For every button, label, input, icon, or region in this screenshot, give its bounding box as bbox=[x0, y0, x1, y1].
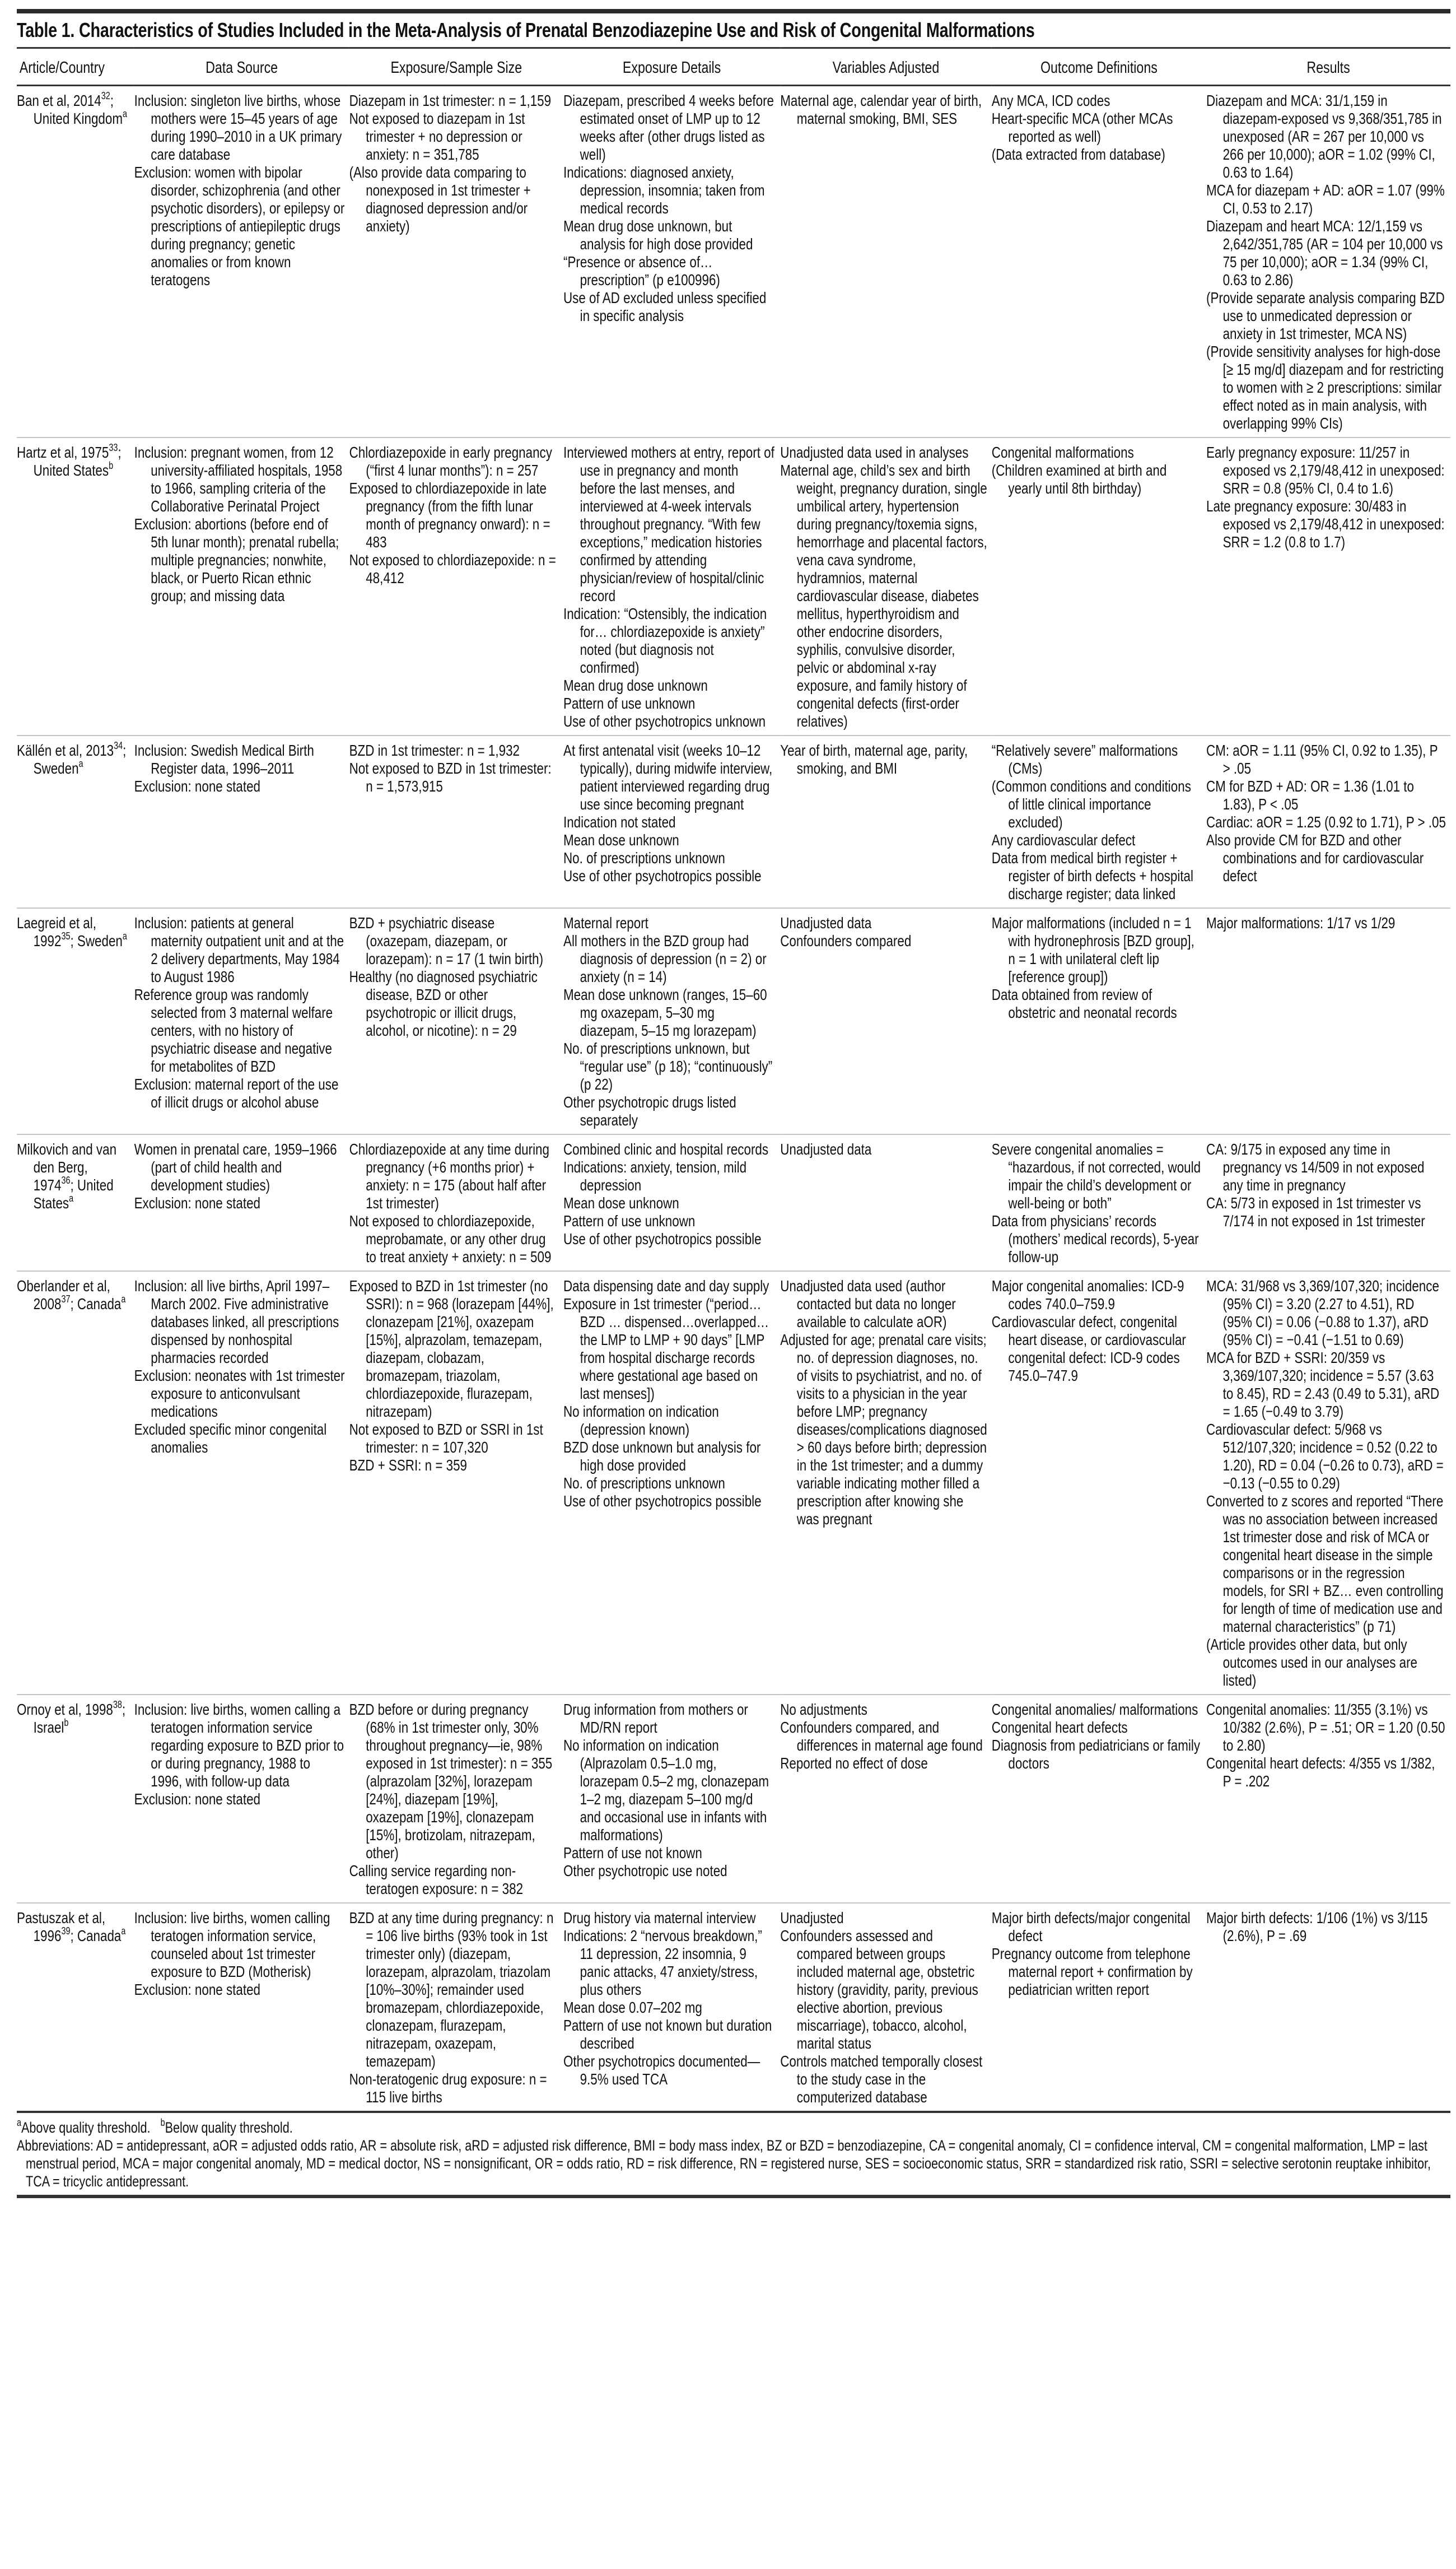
cell-entry: Pattern of use not known bbox=[563, 1844, 702, 1861]
quality-footnote bbox=[17, 2119, 1450, 2137]
outcome-definitions-cell bbox=[992, 438, 1206, 736]
column-header-results: Results bbox=[1306, 59, 1350, 77]
citation-separator: ; bbox=[70, 1176, 74, 1194]
data-source-cell bbox=[134, 438, 349, 736]
variables-adjusted-cell bbox=[780, 1903, 992, 2111]
cell-entry: Unadjusted data used (author contacted but data no longer available to calculate aOR) bbox=[780, 1277, 956, 1330]
reference-number: 32 bbox=[101, 90, 110, 101]
cell-entry: Indications: anxiety, tension, mild depression bbox=[563, 1158, 747, 1194]
reference-number: 36 bbox=[61, 1175, 71, 1186]
exposure-details-cell bbox=[563, 1903, 780, 2111]
article-citation bbox=[17, 444, 130, 480]
cell-entry: No adjustments bbox=[780, 1701, 867, 1718]
quality-flag: a bbox=[122, 108, 127, 119]
cell-entry: Chlordiazepoxide in early pregnancy (“first 4 lunar months”): n = 257 bbox=[349, 444, 552, 479]
cell-entry: Cardiovascular defect, congenital heart disease, or cardiovascular congenital defect: ICD-9 codes 745.0–747.9 bbox=[991, 1313, 1186, 1384]
table-row bbox=[17, 86, 1450, 438]
variables-adjusted-cell bbox=[780, 1134, 992, 1271]
table-row bbox=[17, 908, 1450, 1134]
cell-entry: Not exposed to chlordiazepoxide, meprobamate, or any other drug to treat anxiety + anxiety: n = 509 bbox=[349, 1212, 552, 1265]
cell-entry: Maternal report bbox=[563, 914, 648, 932]
reference-number: 39 bbox=[61, 1925, 71, 1937]
cell-entry: Exclusion: none stated bbox=[134, 1790, 260, 1808]
article-country: United States bbox=[33, 462, 109, 479]
cell-entry: Confounders assessed and compared between groups included maternal age, obstetric history (gravidity, parity, previous elective abortion, previous miscarriage), tobacco, alcohol, marital status bbox=[780, 1927, 978, 2052]
cell-entry: No information on indication (depression known) bbox=[563, 1403, 719, 1438]
quality-flag: a bbox=[122, 930, 127, 942]
exposure-details-cell bbox=[563, 736, 780, 908]
article-country-cell bbox=[17, 1695, 134, 1903]
exposure-details-cell bbox=[563, 1695, 780, 1903]
outcome-definitions-cell bbox=[992, 1695, 1206, 1903]
cell-entry: BZD in 1st trimester: n = 1,932 bbox=[349, 742, 520, 759]
cell-entry: Excluded specific minor congenital anomalies bbox=[134, 1421, 327, 1456]
cell-entry: Calling service regarding non-teratogen exposure: n = 382 bbox=[349, 1862, 524, 1897]
column-header-exposure-details: Exposure Details bbox=[622, 59, 721, 77]
article-citation bbox=[17, 1701, 130, 1737]
results-cell bbox=[1206, 1695, 1450, 1903]
cell-entry: Adjusted for age; prenatal care visits; no. of depression diagnoses, no. of visits to psychiatrist, and no. of visits to a physician in the year before LMP; pregnancy diseases/complications diagnosed > 60 days before birth; depression in the 1st trimester; and a dummy variable indicating mother filled a prescription after knowing she was pregnant bbox=[780, 1331, 987, 1528]
exposure-cell bbox=[349, 908, 563, 1134]
cell-entry: Inclusion: all live births, April 1997–March 2002. Five administrative databases linked, all prescriptions dispensed by nonhospital pharmacies recorded bbox=[134, 1277, 339, 1366]
table-row bbox=[17, 1134, 1450, 1271]
cell-entry: Other psychotropic drugs listed separately bbox=[563, 1093, 736, 1129]
cell-entry: Indications: diagnosed anxiety, depression, insomnia; taken from medical records bbox=[563, 164, 765, 217]
data-source-cell bbox=[134, 86, 349, 438]
article-citation bbox=[17, 914, 130, 950]
quality-flag: a bbox=[121, 1293, 126, 1305]
variables-adjusted-cell bbox=[780, 86, 992, 438]
cell-entry: Mean dose unknown bbox=[563, 1194, 679, 1212]
cell-entry: No. of prescriptions unknown bbox=[563, 1474, 725, 1492]
cell-entry: Exposure in 1st trimester (“period…BZD … dispensed…overlapped… the LMP to LMP + 90 days” [LMP from hospital discharge records where gestational age based on last menses]) bbox=[563, 1295, 769, 1402]
cell-entry: Exclusion: women with bipolar disorder, schizophrenia (and other psychotic disorders), or epilepsy or prescriptions of antiepileptic drugs during pregnancy; genetic anomalies or from known teratogens bbox=[134, 164, 345, 288]
article-name: Källén et al, 2013 bbox=[17, 742, 114, 759]
citation-separator: ; bbox=[70, 1295, 74, 1313]
table-title: Table 1. Characteristics of Studies Included in the Meta-Analysis of Prenatal Benzodiazepine Use and Risk of Congenital Malformations bbox=[17, 18, 1035, 41]
reference-number: 35 bbox=[61, 930, 71, 942]
cell-entry: Unadjusted data bbox=[780, 914, 872, 932]
cell-entry: Major birth defects: 1/106 (1%) vs 3/115 (2.6%), P = .69 bbox=[1206, 1909, 1428, 1944]
outcome-definitions-cell bbox=[992, 86, 1206, 438]
cell-entry: Severe congenital anomalies = “hazardous, if not corrected, would impair the child’s development or well-being or both” bbox=[991, 1141, 1201, 1212]
cell-entry: Data obtained from review of obstetric and neonatal records bbox=[991, 986, 1177, 1021]
variables-adjusted-cell bbox=[780, 1271, 992, 1695]
abbreviations-footnote: Abbreviations: AD = antidepressant, aOR = adjusted odds ratio, AR = absolute risk, aRD = adjusted risk difference, BMI = body mass index, BZ or BZD = benzodiazepine, CA = congenital anomaly, CI = confidence interval, CM = congenital malformation, LMP = last menstrual period, MCA = major congenital anomaly, MD = medical doctor, NS = nonsignificant, OR = odds ratio, RD = risk difference, RN = registered nurse, SES = socioeconomic status, SRR = standardized risk ratio, SSRI = selective serotonin reuptake inhibitor, TCA = tricyclic antidepressant. bbox=[17, 2137, 1431, 2190]
citation-separator: ; bbox=[110, 92, 114, 109]
article-country-cell bbox=[17, 86, 134, 438]
cell-entry: All mothers in the BZD group had diagnosis of depression (n = 2) or anxiety (n = 14) bbox=[563, 932, 767, 985]
cell-entry: Not exposed to chlordiazepoxide: n = 48,412 bbox=[349, 551, 556, 587]
table-row bbox=[17, 438, 1450, 736]
cell-entry: Congenital anomalies/ malformations bbox=[991, 1701, 1198, 1718]
footnote-mark-a: a bbox=[17, 2117, 22, 2128]
article-name: Pastuszak et al, 1996 bbox=[17, 1909, 106, 1944]
cell-entry: Exclusion: neonates with 1st trimester exposure to anticonvulsant medications bbox=[134, 1367, 345, 1420]
cell-entry: Unadjusted data used in analyses bbox=[780, 444, 969, 461]
cell-entry: BZD before or during pregnancy (68% in 1st trimester only, 30% throughout pregnancy—ie, 98% exposed in 1st trimester): n = 355 (alprazolam [32%], lorazepam [24%], diazepam [19%], oxazepam [19%], clonazepam [15%], brotizolam, nitrazepam, other) bbox=[349, 1701, 553, 1861]
article-country-cell bbox=[17, 1903, 134, 2111]
cell-entry: Mean drug dose unknown bbox=[563, 677, 708, 694]
article-country: United Kingdom bbox=[33, 110, 123, 127]
article-country: Sweden bbox=[33, 760, 79, 777]
exposure-cell bbox=[349, 1903, 563, 2111]
cell-entry: Year of birth, maternal age, parity, smoking, and BMI bbox=[780, 742, 968, 777]
exposure-details-cell bbox=[563, 908, 780, 1134]
cell-entry: Confounders compared, and differences in maternal age found bbox=[780, 1719, 983, 1754]
reference-number: 34 bbox=[114, 740, 123, 751]
article-country-cell bbox=[17, 438, 134, 736]
article-country: United States bbox=[33, 1176, 114, 1212]
cell-entry: Data from physicians’ records (mothers’ medical records), 5-year follow-up bbox=[991, 1212, 1199, 1265]
cell-entry: Major birth defects/major congenital defect bbox=[991, 1909, 1191, 1944]
cell-entry: Reported no effect of dose bbox=[780, 1754, 928, 1772]
quality-flag: a bbox=[121, 1925, 126, 1937]
cell-entry: MCA for BZD + SSRI: 20/359 vs 3,369/107,320; incidence = 5.57 (3.63 to 8.45), RD = 2.43 (0.49 to 5.31), aRD = 1.65 (−0.49 to 3.79) bbox=[1206, 1349, 1440, 1420]
article-country: Israel bbox=[33, 1719, 64, 1736]
cell-entry: Any MCA, ICD codes bbox=[991, 92, 1110, 109]
article-name: Hartz et al, 1975 bbox=[17, 444, 109, 461]
table-row bbox=[17, 736, 1450, 908]
results-cell bbox=[1206, 736, 1450, 908]
cell-entry: Mean dose unknown (ranges, 15–60 mg oxazepam, 5–30 mg diazepam, 5–15 mg lorazepam) bbox=[563, 986, 767, 1039]
exposure-cell bbox=[349, 1271, 563, 1695]
cell-entry: (Common conditions and conditions of little clinical importance excluded) bbox=[991, 778, 1191, 831]
cell-entry: Inclusion: Swedish Medical Birth Register data, 1996–2011 bbox=[134, 742, 314, 777]
cell-entry: Also provide CM for BZD and other combinations and for cardiovascular defect bbox=[1206, 831, 1424, 885]
cell-entry: Not exposed to diazepam in 1st trimester + no depression or anxiety: n = 351,785 bbox=[349, 110, 525, 163]
reference-number: 38 bbox=[113, 1699, 122, 1710]
cell-entry: Congenital malformations bbox=[991, 444, 1134, 461]
article-citation bbox=[17, 1909, 130, 1945]
cell-entry: Exclusion: maternal report of the use of illicit drugs or alcohol abuse bbox=[134, 1076, 339, 1111]
table-footnotes bbox=[17, 2111, 1450, 2190]
cell-entry: Other psychotropic use noted bbox=[563, 1862, 727, 1879]
table-row bbox=[17, 1903, 1450, 2111]
cell-entry: Exclusion: none stated bbox=[134, 778, 260, 795]
table-document bbox=[17, 9, 1450, 2198]
header-row bbox=[17, 48, 1450, 86]
cell-entry: Unadjusted data bbox=[780, 1141, 872, 1158]
cell-entry: At first antenatal visit (weeks 10–12 typically), during midwife interview, patient interviewed regarding drug use since becoming pregnant bbox=[563, 742, 773, 813]
cell-entry: (Provide separate analysis comparing BZD use to unmedicated depression or anxiety in 1st trimester, MCA NS) bbox=[1206, 289, 1445, 342]
data-source-cell bbox=[134, 908, 349, 1134]
cell-entry: Inclusion: singleton live births, whose mothers were 15–45 years of age during 1990–2010 in a UK primary care database bbox=[134, 92, 342, 163]
article-citation bbox=[17, 92, 130, 128]
cell-entry: Mean drug dose unknown, but analysis for high dose provided bbox=[563, 217, 753, 253]
cell-entry: Use of other psychotropics possible bbox=[563, 1492, 762, 1510]
cell-entry: Inclusion: live births, women calling teratogen information service, counseled about 1st trimester exposure to BZD (Motherisk) bbox=[134, 1909, 330, 1980]
article-country: Sweden bbox=[77, 932, 123, 950]
cell-entry: Healthy (no diagnosed psychiatric disease, BZD or other psychotropic or illicit drugs, alcohol, or nicotine): n = 29 bbox=[349, 968, 538, 1039]
cell-entry: Congenital heart defects bbox=[991, 1719, 1128, 1736]
citation-separator: ; bbox=[70, 1927, 74, 1944]
cell-entry: CM for BZD + AD: OR = 1.36 (1.01 to 1.83), P < .05 bbox=[1206, 778, 1414, 813]
cell-entry: Major malformations: 1/17 vs 1/29 bbox=[1206, 914, 1396, 932]
cell-entry: “Relatively severe” malformations (CMs) bbox=[991, 742, 1178, 777]
cell-entry: Indication: “Ostensibly, the indication for… chlordiazepoxide is anxiety” noted (but diagnosis not confirmed) bbox=[563, 605, 767, 676]
article-name: Laegreid et al, 1992 bbox=[17, 914, 96, 950]
cell-entry: MCA: 31/968 vs 3,369/107,320; incidence (95% CI) = 3.20 (2.27 to 4.51), RD (95% CI) = 0.06 (−0.88 to 1.37), aRD (95% CI) = −0.41 (−1.51 to 0.69) bbox=[1206, 1277, 1439, 1348]
cell-entry: Diazepam and MCA: 31/1,159 in diazepam-exposed vs 9,368/351,785 in unexposed (AR = 267 per 10,000 vs 266 per 10,000); aOR = 1.02 (99% CI, 0.63 to 1.64) bbox=[1206, 92, 1442, 181]
column-header-variables: Variables Adjusted bbox=[832, 59, 940, 77]
article-country: Canada bbox=[77, 1295, 122, 1313]
article-citation bbox=[17, 1277, 130, 1313]
reference-number: 33 bbox=[109, 442, 118, 453]
cell-entry: Exposed to BZD in 1st trimester (no SSRI): n = 968 (lorazepam [44%], clonazepam [21%], oxazepam [15%], alprazolam, temazepam, diazepam, clobazam, bromazepam, triazolam, chlordiazepoxide, flurazepam, nitrazepam) bbox=[349, 1277, 554, 1420]
cell-entry: “Presence or absence of… prescription” (p e100996) bbox=[563, 253, 720, 288]
exposure-cell bbox=[349, 1134, 563, 1271]
data-source-cell bbox=[134, 1134, 349, 1271]
cell-entry: Cardiac: aOR = 1.25 (0.92 to 1.71), P > .05 bbox=[1206, 813, 1446, 831]
article-citation bbox=[17, 742, 130, 778]
outcome-definitions-cell bbox=[992, 908, 1206, 1134]
column-header-article: Article/Country bbox=[19, 59, 105, 77]
cell-entry: Not exposed to BZD in 1st trimester: n = 1,573,915 bbox=[349, 760, 552, 795]
citation-separator: ; bbox=[70, 932, 74, 950]
cell-entry: Non-teratogenic drug exposure: n = 115 live births bbox=[349, 2070, 547, 2106]
quality-flag: a bbox=[69, 1193, 74, 1204]
cell-entry: Inclusion: live births, women calling a teratogen information service regarding exposure to BZD prior to or during pregnancy, 1988 to 1996, with follow-up data bbox=[134, 1701, 344, 1790]
cell-entry: Women in prenatal care, 1959–1966 (part of child health and development studies) bbox=[134, 1141, 337, 1194]
citation-separator: ; bbox=[118, 444, 122, 461]
article-country-cell bbox=[17, 908, 134, 1134]
cell-entry: Congenital heart defects: 4/355 vs 1/382, P = .202 bbox=[1206, 1754, 1435, 1790]
cell-entry: Pattern of use unknown bbox=[563, 695, 696, 712]
cell-entry: Converted to z scores and reported “There was no association between increased 1st trimester dose and risk of MCA or congenital heart disease in the simple comparisons or in the regression models, for SRI + BZ… even controlling for length of time of medication use and maternal characteristics” (p 71) bbox=[1206, 1492, 1444, 1635]
cell-entry: (Also provide data comparing to nonexposed in 1st trimester + diagnosed depression and/or anxiety) bbox=[349, 164, 531, 235]
cell-entry: Exposed to chlordiazepoxide in late pregnancy (from the fifth lunar month of pregnancy onward): n = 483 bbox=[349, 480, 550, 551]
citation-separator: ; bbox=[123, 742, 127, 759]
column-header-exposure: Exposure/Sample Size bbox=[390, 59, 522, 77]
cell-entry: Drug history via maternal interview bbox=[563, 1909, 756, 1926]
article-name: Oberlander et al, 2008 bbox=[17, 1277, 110, 1313]
table-row bbox=[17, 1271, 1450, 1695]
exposure-cell bbox=[349, 438, 563, 736]
cell-entry: Chlordiazepoxide at any time during pregnancy (+6 months prior) + anxiety: n = 175 (about half after 1st trimester) bbox=[349, 1141, 549, 1212]
article-citation bbox=[17, 1141, 130, 1212]
cell-entry: Other psychotropics documented—9.5% used TCA bbox=[563, 2053, 760, 2088]
outcome-definitions-cell bbox=[992, 1134, 1206, 1271]
cell-entry: Maternal age, calendar year of birth, maternal smoking, BMI, SES bbox=[780, 92, 982, 127]
exposure-details-cell bbox=[563, 86, 780, 438]
cell-entry: Maternal age, child’s sex and birth weight, pregnancy duration, single umbilical artery, hypertension during pregnancy/toxemia signs, hemorrhage and placental factors, vena cava syndrome, hydramnios, maternal cardiovascular disease, diabetes mellitus, hyperthyroidism and other endocrine disorders, syphilis, convulsive disorder, pelvic or abdominal x-ray exposure, and family history of congenital defects (first-order relatives) bbox=[780, 462, 987, 730]
column-header-outcomes: Outcome Definitions bbox=[1040, 59, 1158, 77]
article-country-cell bbox=[17, 1134, 134, 1271]
quality-flag: b bbox=[64, 1717, 69, 1728]
cell-entry: Drug information from mothers or MD/RN report bbox=[563, 1701, 748, 1736]
article-name: Milkovich and van den Berg, 1974 bbox=[17, 1141, 117, 1194]
article-country: Canada bbox=[77, 1927, 122, 1944]
cell-entry: Any cardiovascular defect bbox=[991, 831, 1136, 849]
exposure-cell bbox=[349, 86, 563, 438]
cell-entry: Data dispensing date and day supply bbox=[563, 1277, 769, 1295]
cell-entry: Exclusion: none stated bbox=[134, 1194, 260, 1212]
cell-entry: Congenital anomalies: 11/355 (3.1%) vs 10/382 (2.6%), P = .51; OR = 1.20 (0.50 to 2.80) bbox=[1206, 1701, 1445, 1754]
cell-entry: Diazepam in 1st trimester: n = 1,159 bbox=[349, 92, 552, 109]
article-name: Ornoy et al, 1998 bbox=[17, 1701, 113, 1718]
cell-entry: Use of other psychotropics possible bbox=[563, 1230, 762, 1248]
outcome-definitions-cell bbox=[992, 1903, 1206, 2111]
cell-entry: Indication not stated bbox=[563, 813, 676, 831]
cell-entry: Mean dose unknown bbox=[563, 831, 679, 849]
quality-flag: b bbox=[109, 460, 114, 471]
variables-adjusted-cell bbox=[780, 908, 992, 1134]
cell-entry: Mean dose 0.07–202 mg bbox=[563, 1999, 702, 2016]
exposure-details-cell bbox=[563, 1134, 780, 1271]
cell-entry: Early pregnancy exposure: 11/257 in exposed vs 2,179/48,412 in unexposed: SRR = 0.8 (95% CI, 0.4 to 1.6) bbox=[1206, 444, 1445, 497]
cell-entry: Exclusion: none stated bbox=[134, 1981, 260, 1998]
exposure-details-cell bbox=[563, 438, 780, 736]
exposure-cell bbox=[349, 1695, 563, 1903]
reference-number: 37 bbox=[61, 1293, 71, 1305]
article-country-cell bbox=[17, 736, 134, 908]
exposure-details-cell bbox=[563, 1271, 780, 1695]
variables-adjusted-cell bbox=[780, 1695, 992, 1903]
cell-entry: Cardiovascular defect: 5/968 vs 512/107,320; incidence = 0.52 (0.22 to 1.20), RD = 0.04 (−0.26 to 0.73), aRD = −0.13 (−0.55 to 0.29) bbox=[1206, 1421, 1444, 1492]
cell-entry: Combined clinic and hospital records bbox=[563, 1141, 769, 1158]
results-cell bbox=[1206, 908, 1450, 1134]
cell-entry: BZD dose unknown but analysis for high dose provided bbox=[563, 1439, 761, 1474]
footnote-a-text: Above quality threshold. bbox=[21, 2119, 151, 2136]
exposure-cell bbox=[349, 736, 563, 908]
cell-entry: CA: 5/73 in exposed in 1st trimester vs 7/174 in not exposed in 1st trimester bbox=[1206, 1194, 1425, 1230]
cell-entry: Unadjusted bbox=[780, 1909, 844, 1926]
cell-entry: Diazepam, prescribed 4 weeks before estimated onset of LMP up to 12 weeks after (other drugs listed as well) bbox=[563, 92, 774, 163]
bottom-rule bbox=[17, 2195, 1450, 2198]
cell-entry: Not exposed to BZD or SSRI in 1st trimester: n = 107,320 bbox=[349, 1421, 543, 1456]
cell-entry: (Article provides other data, but only outcomes used in our analyses are listed) bbox=[1206, 1636, 1417, 1689]
cell-entry: Diagnosis from pediatricians or family doctors bbox=[991, 1737, 1201, 1772]
cell-entry: No. of prescriptions unknown, but “regular use” (p 18); “continuously” (p 22) bbox=[563, 1040, 773, 1093]
cell-entry: Inclusion: pregnant women, from 12 university-affiliated hospitals, 1958 to 1966, sampling criteria of the Collaborative Perinatal Project bbox=[134, 444, 343, 515]
cell-entry: Exclusion: abortions (before end of 5th lunar month); prenatal rubella; multiple pregnancies; nonwhite, black, or Puerto Rican ethnic group; and missing data bbox=[134, 515, 339, 604]
footnote-mark-b: b bbox=[160, 2117, 165, 2128]
table-body bbox=[17, 86, 1450, 2111]
cell-entry: Diazepam and heart MCA: 12/1,159 vs 2,642/351,785 (AR = 104 per 10,000 vs 75 per 10,000); aOR = 1.34 (99% CI, 0.63 to 2.86) bbox=[1206, 217, 1443, 288]
data-source-cell bbox=[134, 1695, 349, 1903]
cell-entry: Interviewed mothers at entry, report of use in pregnancy and month before the last menses, and interviewed at 4-week intervals throughout pregnancy. “With few exceptions,” medication histories confirmed by attending physician/review of hospital/clinic record bbox=[563, 444, 774, 604]
data-source-cell bbox=[134, 736, 349, 908]
cell-entry: Use of other psychotropics unknown bbox=[563, 713, 766, 730]
table-row bbox=[17, 1695, 1450, 1903]
outcome-definitions-cell bbox=[992, 1271, 1206, 1695]
cell-entry: (Children examined at birth and yearly until 8th birthday) bbox=[991, 462, 1167, 497]
variables-adjusted-cell bbox=[780, 438, 992, 736]
results-cell bbox=[1206, 438, 1450, 736]
article-country-cell bbox=[17, 1271, 134, 1695]
cell-entry: Major malformations (included n = 1 with hydronephrosis [BZD group], n = 1 with unilateral cleft lip [reference group]) bbox=[991, 914, 1194, 985]
quality-flag: a bbox=[78, 758, 83, 769]
cell-entry: Major congenital anomalies: ICD-9 codes 740.0–759.9 bbox=[991, 1277, 1184, 1313]
cell-entry: Pattern of use unknown bbox=[563, 1212, 696, 1230]
results-cell bbox=[1206, 86, 1450, 438]
top-rule bbox=[17, 9, 1450, 13]
cell-entry: Heart-specific MCA (other MCAs reported as well) bbox=[991, 110, 1173, 145]
footnote-b-text: Below quality threshold. bbox=[165, 2119, 293, 2136]
cell-entry: Data from medical birth register + register of birth defects + hospital discharge register; data linked bbox=[991, 849, 1193, 902]
article-name: Ban et al, 2014 bbox=[17, 92, 101, 109]
citation-separator: ; bbox=[122, 1701, 126, 1718]
cell-entry: No information on indication (Alprazolam 0.5–1.0 mg, lorazepam 0.5–2 mg, clonazepam 1–2 mg, diazepam 5–100 mg/d and occasional use in infants with malformations) bbox=[563, 1737, 769, 1844]
cell-entry: Use of other psychotropics possible bbox=[563, 867, 762, 885]
results-cell bbox=[1206, 1271, 1450, 1695]
cell-entry: (Data extracted from database) bbox=[991, 146, 1165, 163]
column-header-data-source: Data Source bbox=[206, 59, 278, 77]
cell-entry: BZD at any time during pregnancy: n = 106 live births (93% took in 1st trimester only) (diazepam, lorazepam, alprazolam, triazolam [10%–30%]; remainder used bromazepam, chlordiazepoxide, clonazepam, flurazepam, nitrazepam, oxazepam, temazepam) bbox=[349, 1909, 554, 2070]
cell-entry: CM: aOR = 1.11 (95% CI, 0.92 to 1.35), P > .05 bbox=[1206, 742, 1438, 777]
cell-entry: Indications: 2 “nervous breakdown,” 11 depression, 22 insomnia, 9 panic attacks, 47 anxiety/stress, plus others bbox=[563, 1927, 762, 1998]
cell-entry: Reference group was randomly selected from 3 maternal welfare centers, with no history of psychiatric disease and negative for metabolites of BZD bbox=[134, 986, 333, 1075]
outcome-definitions-cell bbox=[992, 736, 1206, 908]
cell-entry: (Provide sensitivity analyses for high-dose [≥ 15 mg/d] diazepam and for restricting to women with ≥ 2 prescriptions: similar effect noted as in main analysis, with overlapping 99% CIs) bbox=[1206, 343, 1444, 432]
cell-entry: Inclusion: patients at general maternity outpatient unit and at the 2 delivery departments, May 1984 to August 1986 bbox=[134, 914, 344, 985]
data-source-cell bbox=[134, 1271, 349, 1695]
cell-entry: Late pregnancy exposure: 30/483 in exposed vs 2,179/48,412 in unexposed: SRR = 1.2 (0.8 to 1.7) bbox=[1206, 497, 1445, 551]
cell-entry: MCA for diazepam + AD: aOR = 1.07 (99% CI, 0.53 to 2.17) bbox=[1206, 181, 1445, 217]
cell-entry: BZD + SSRI: n = 359 bbox=[349, 1456, 468, 1474]
cell-entry: Use of AD excluded unless specified in specific analysis bbox=[563, 289, 767, 324]
cell-entry: Pattern of use not known but duration described bbox=[563, 2017, 772, 2052]
studies-table bbox=[17, 47, 1450, 2111]
cell-entry: Controls matched temporally closest to the study case in the computerized database bbox=[780, 2053, 983, 2106]
cell-entry: Confounders compared bbox=[780, 932, 912, 950]
cell-entry: CA: 9/175 in exposed any time in pregnancy vs 14/509 in not exposed any time in pregnancy bbox=[1206, 1141, 1425, 1194]
results-cell bbox=[1206, 1903, 1450, 2111]
data-source-cell bbox=[134, 1903, 349, 2111]
results-cell bbox=[1206, 1134, 1450, 1271]
cell-entry: BZD + psychiatric disease (oxazepam, diazepam, or lorazepam): n = 17 (1 twin birth) bbox=[349, 914, 544, 967]
variables-adjusted-cell bbox=[780, 736, 992, 908]
cell-entry: No. of prescriptions unknown bbox=[563, 849, 725, 867]
cell-entry: Pregnancy outcome from telephone maternal report + confirmation by pediatrician written report bbox=[991, 1945, 1193, 1998]
